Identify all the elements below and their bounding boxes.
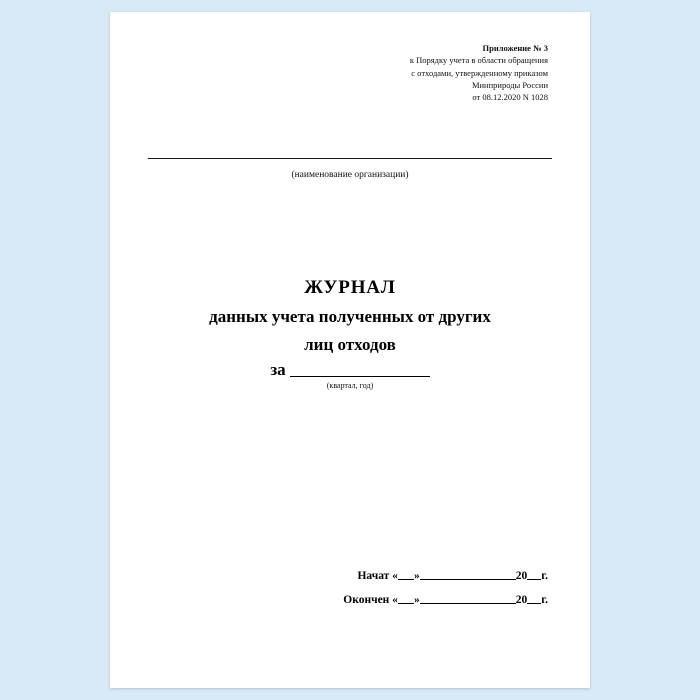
appendix-line-4: Минприроды России <box>471 79 548 90</box>
started-line <box>248 564 548 588</box>
appendix-line-1: Приложение № 3 <box>482 43 548 53</box>
page-subtitle-line-1: данных учета полученных от других <box>209 306 491 326</box>
document-title <box>148 277 552 357</box>
finished-year: 20 <box>515 594 528 607</box>
appendix-line-2: к Порядку учета в области обращения <box>409 55 548 66</box>
finished-line <box>248 588 548 612</box>
organization-name-caption: (наименование организации) <box>291 170 409 180</box>
appendix-reference <box>248 42 548 104</box>
started-day-blank <box>398 569 414 580</box>
started-month-blank <box>420 569 516 580</box>
started-mid: » <box>413 570 420 582</box>
finished-label: Окончен « <box>343 594 398 607</box>
started-year-blank <box>527 569 541 580</box>
finished-year-blank <box>527 593 541 604</box>
started-year: 20 <box>515 570 528 582</box>
appendix-line-3: с отходами, утвержденному приказом <box>411 67 548 78</box>
period-label: за <box>270 360 286 379</box>
page-subtitle-line-2: лиц отходов <box>304 335 396 355</box>
document-page <box>110 12 590 688</box>
started-label: Начат « <box>357 570 398 582</box>
finished-day-blank <box>398 593 414 604</box>
period-caption: (квартал, год) <box>326 381 374 390</box>
period-blank <box>290 362 430 377</box>
organization-name-blank <box>148 157 552 159</box>
finished-month-blank <box>420 593 516 604</box>
finished-mid: » <box>413 594 420 607</box>
document-footer <box>248 564 548 612</box>
started-suffix: г. <box>541 570 548 582</box>
period-row <box>148 360 552 380</box>
finished-suffix: г. <box>541 594 548 607</box>
appendix-line-5: от 08.12.2020 N 1028 <box>472 92 548 103</box>
page-title: ЖУРНАЛ <box>304 277 396 298</box>
